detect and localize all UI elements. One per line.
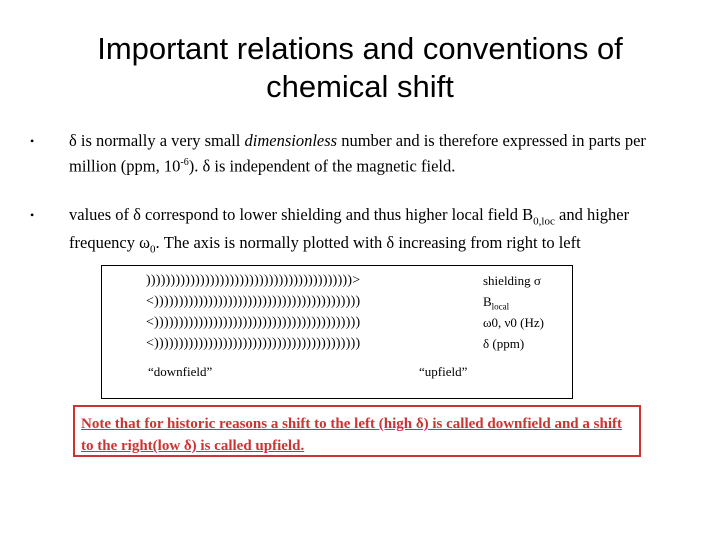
shift-axis-diagram [101,265,573,399]
slide-title: Important relations and conventions of chemical shift [97,31,623,104]
diagram-row-delta [102,335,572,353]
arrow-line: <)))))))))))))))))))))))))))))))))))))))))) [146,294,361,309]
row-label: ω0, ν0 (Hz) [483,315,545,330]
row-label: $B_{local}$ [483,294,510,312]
diagram-row-blocal [102,293,572,311]
arrow-line: <)))))))))))))))))))))))))))))))))))))))))) [146,336,361,351]
diagram-row-frequency [102,314,572,332]
arrow-line: ))))))))))))))))))))))))))))))))))))))))))> [146,273,361,288]
row-label: δ (ppm) [483,336,525,351]
bullet-text: δ is normally a very small dimensionless number and is therefore expressed in parts per million (ppm, $10^{-6}$). δ is independent of the magnetic field. [69,131,646,176]
note-text: Note that for historic reasons a shift to the left (high δ) is called downfield and a shift to the right(low δ) is called upfield. [81,416,622,454]
arrow-line: <)))))))))))))))))))))))))))))))))))))))))) [146,315,361,330]
bullet-text: values of δ correspond to lower shielding and thus higher local field $B_{0,loc}$ and higher frequency $\omega_0$. The axis is normally plotted with δ increasing from right to left [69,205,630,256]
bullet-marker: • [30,208,35,222]
diagram-row-shielding [102,272,572,290]
bullet-marker: • [30,134,35,148]
downfield-label: “downfield” [148,364,213,379]
historic-note-box [73,405,641,457]
upfield-label: “upfield” [419,364,468,379]
row-label: shielding σ [483,273,541,288]
